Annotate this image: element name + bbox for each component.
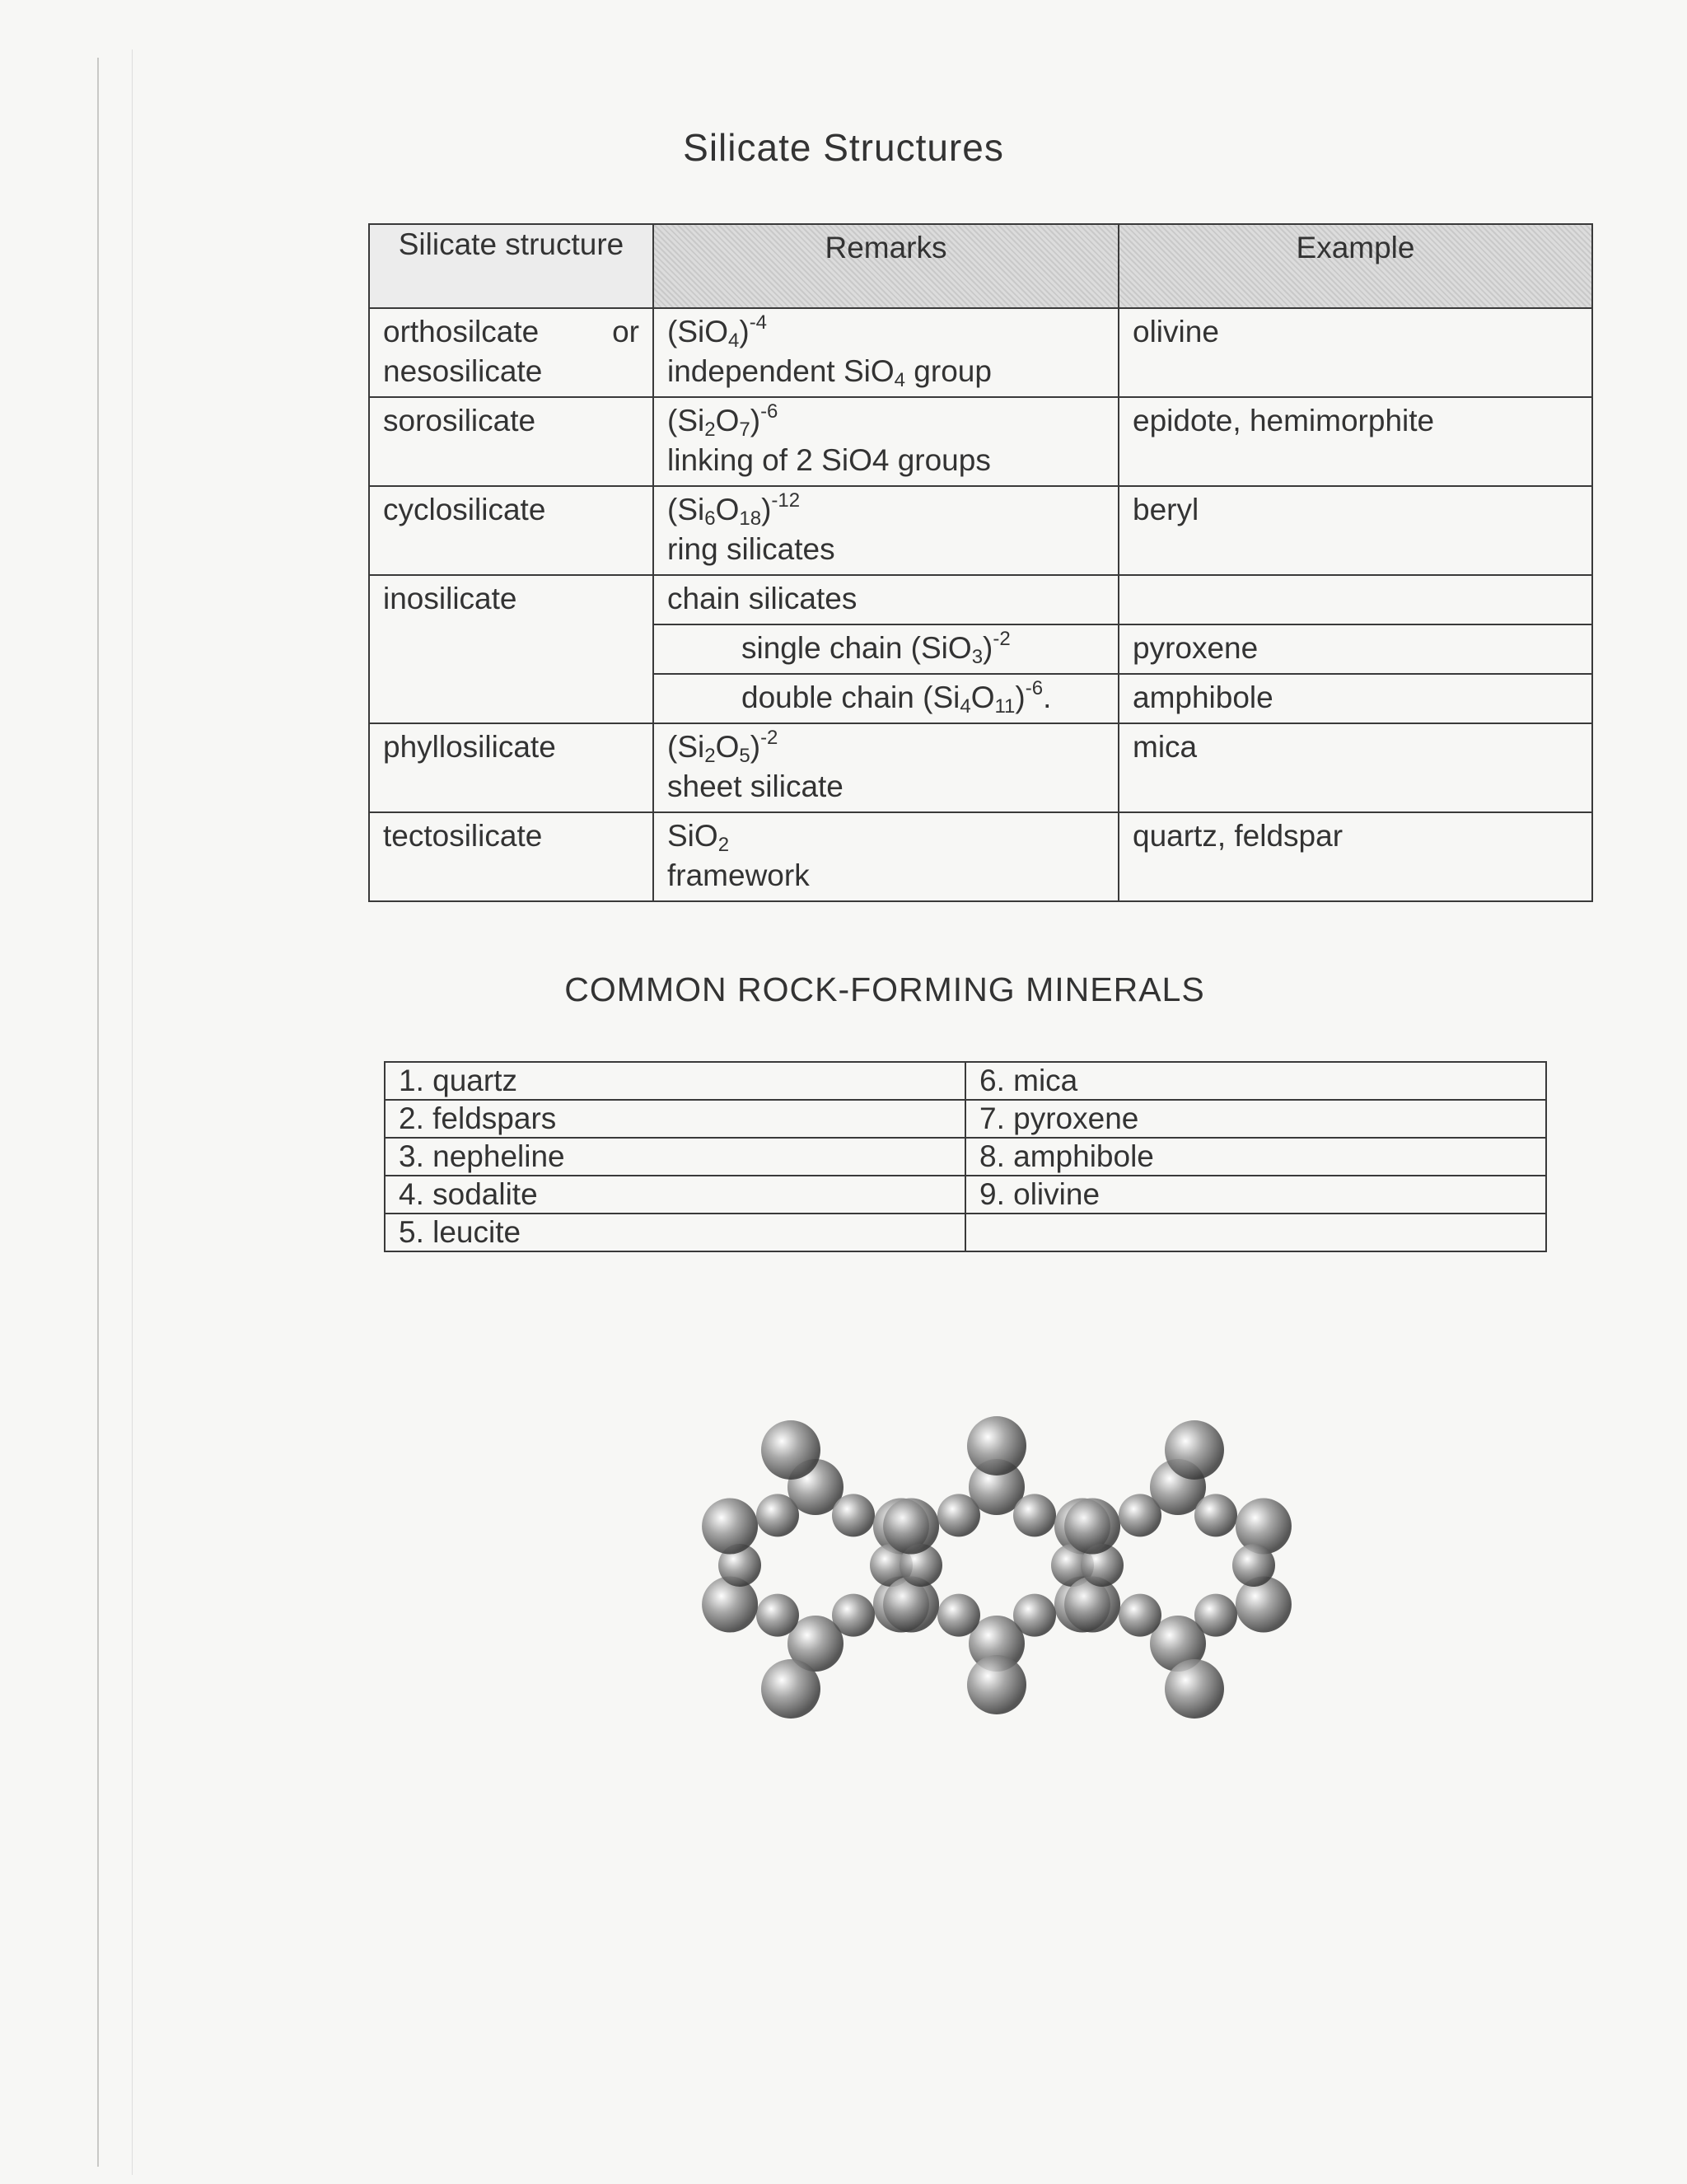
example-cell: amphibole [1119, 674, 1592, 723]
margin-line [132, 49, 133, 2175]
atom-sphere [1236, 1577, 1292, 1633]
remarks-cell [653, 723, 1119, 812]
table-row [369, 723, 1592, 812]
single-chain-formula: single chain $(SiO_3)^{-2}$ [653, 624, 1119, 674]
atom-sphere [937, 1594, 980, 1637]
margin-line [97, 58, 99, 2167]
formula: SiO$_2$ [667, 819, 730, 856]
remarks-cell [653, 486, 1119, 575]
atom-sphere [832, 1494, 875, 1536]
table-row [369, 575, 1592, 624]
page-title: Silicate Structures [683, 126, 1004, 169]
atom-sphere [761, 1420, 820, 1480]
minerals-table [384, 1061, 1547, 1252]
table-row [385, 1214, 1546, 1251]
minerals-title: COMMON ROCK-FORMING MINERALS [564, 970, 1205, 1008]
mineral-item: 4. sodalite [385, 1176, 965, 1214]
mineral-item: 9. olivine [965, 1176, 1546, 1214]
table-header-row [369, 224, 1592, 308]
atom-sphere [967, 1416, 1026, 1475]
mineral-item [965, 1214, 1546, 1251]
table-row [369, 308, 1592, 397]
table-row [369, 397, 1592, 486]
structure-name: phyllosilicate [369, 723, 653, 812]
structure-name: cyclosilicate [369, 486, 653, 575]
example-cell: epidote, hemimorphite [1119, 397, 1592, 486]
structure-name: nesosilicate [383, 354, 543, 388]
atom-sphere [1119, 1594, 1161, 1637]
atom-sphere [883, 1577, 939, 1633]
atom-sphere [1064, 1577, 1120, 1633]
remark-text: framework [667, 858, 810, 892]
mineral-item: 7. pyroxene [965, 1100, 1546, 1138]
formula: $(SiO_4)^{-4}$ [667, 311, 768, 352]
table-row [369, 486, 1592, 575]
mineral-item: 2. feldspars [385, 1100, 965, 1138]
remark-text: linking of 2 SiO4 groups [667, 443, 991, 477]
example-cell: pyroxene [1119, 624, 1592, 674]
mineral-item: 5. leucite [385, 1214, 965, 1251]
remarks-cell [653, 308, 1119, 397]
atom-sphere [1236, 1499, 1292, 1555]
table-row [369, 812, 1592, 901]
or-text: or [612, 315, 639, 348]
example-cell: mica [1119, 723, 1592, 812]
remark-text: sheet silicate [667, 769, 844, 803]
header-example: Example [1119, 224, 1592, 308]
atom-sphere [967, 1655, 1026, 1714]
mineral-item: 8. amphibole [965, 1138, 1546, 1176]
table-row [385, 1100, 1546, 1138]
mineral-item: 1. quartz [385, 1062, 965, 1100]
mineral-item: 3. nepheline [385, 1138, 965, 1176]
atom-sphere [1165, 1659, 1224, 1719]
header-silicate-structure: Silicate structure [369, 224, 653, 308]
table-row [385, 1138, 1546, 1176]
silicate-molecule-illustration [675, 1401, 1334, 1730]
atom-sphere [702, 1499, 758, 1555]
atom-sphere [1194, 1494, 1237, 1536]
remark-text: independent SiO$_4$ group [667, 354, 992, 391]
atom-sphere [756, 1594, 799, 1637]
atom-sphere [883, 1499, 939, 1555]
remark-text: ring silicates [667, 532, 835, 566]
example-cell: olivine [1119, 308, 1592, 397]
structure-name: inosilicate [369, 575, 653, 723]
atom-sphere [761, 1659, 820, 1719]
formula: $(Si_2O_7)^{-6}$ [667, 400, 778, 441]
header-remarks: Remarks [653, 224, 1119, 308]
table-row [385, 1062, 1546, 1100]
atom-sphere [1013, 1494, 1056, 1536]
remarks-cell [653, 812, 1119, 901]
double-chain-formula: double chain $(Si_4O_{11})^{-6}$. [653, 674, 1119, 723]
remark-text: chain silicates [653, 575, 1119, 624]
example-cell [1119, 575, 1592, 624]
structure-name: tectosilicate [369, 812, 653, 901]
molecule-atoms [702, 1416, 1292, 1719]
atom-sphere [1165, 1420, 1224, 1480]
mineral-item: 6. mica [965, 1062, 1546, 1100]
structure-name: sorosilicate [369, 397, 653, 486]
silicate-structures-table [368, 223, 1593, 902]
remarks-cell [653, 397, 1119, 486]
example-cell: quartz, feldspar [1119, 812, 1592, 901]
formula: $(Si_2O_5)^{-2}$ [667, 727, 778, 767]
atom-sphere [1064, 1499, 1120, 1555]
atom-sphere [1232, 1544, 1275, 1587]
table-row [385, 1176, 1546, 1214]
formula: $(Si_6O_{18})^{-12}$ [667, 489, 801, 530]
structure-name: orthosilcate [383, 315, 540, 348]
atom-sphere [702, 1577, 758, 1633]
example-cell: beryl [1119, 486, 1592, 575]
structure-cell [369, 308, 653, 397]
